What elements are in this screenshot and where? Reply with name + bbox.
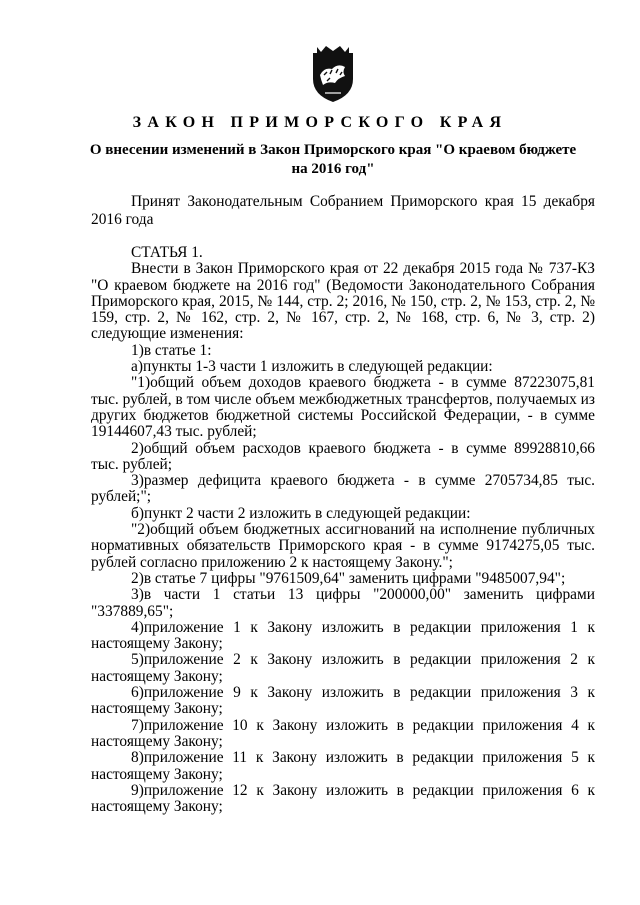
article-heading: СТАТЬЯ 1. — [131, 244, 203, 261]
article-paragraph: 9)приложение 12 к Закону изложить в редакции приложения 6 к настоящему Закону; — [91, 781, 595, 816]
article-paragraph: 3)размер дефицита краевого бюджета - в сумме 2705734,85 тыс. рублей;"; — [91, 472, 595, 506]
article-paragraph: "2)общий объем бюджетных ассигнований на исполнение публичных нормативных обязательств Приморского края - в сумме 9174275,05 тыс. рублей согласно приложению 2 к настоящему Закону."; — [91, 521, 595, 571]
article-paragraph: Внести в Закон Приморского края от 22 декабря 2015 года № 737-КЗ "О краевом бюджете на 2016 год" (Ведомости Законодательного Собрания Приморского края, 2015, № 144, стр. 2; 2016, № 150, стр. 2, № 153, стр. 2, № 159, стр. 2, № 162, стр. 2, № 167, стр. 2, № 168, стр. 6, № 3, стр. 2) следующие изменения: — [91, 260, 595, 343]
article-paragraph: 7)приложение 10 к Закону изложить в редакции приложения 4 к настоящему Закону; — [91, 716, 595, 750]
article-paragraph: 1)в статье 1: — [131, 341, 212, 359]
article-paragraph: 4)приложение 1 к Закону изложить в редакции приложения 1 к настоящему Закону; — [91, 618, 595, 653]
article-paragraph: 2)общий объем расходов краевого бюджета - в сумме 89928810,66 тыс. рублей; — [91, 439, 595, 473]
article-paragraph: 3)в части 1 статьи 13 цифры "200000,00" заменить цифрами "337889,65"; — [91, 586, 595, 620]
article-paragraph: 2)в статье 7 цифры "9761509,64" заменить цифрами "9485007,94"; — [131, 569, 566, 587]
article-paragraph: 5)приложение 2 к Закону изложить в редакции приложения 2 к настоящему Закону; — [91, 651, 595, 685]
article-body — [91, 245, 595, 815]
article-paragraph: 6)приложение 9 к Закону изложить в редакции приложения 3 к настоящему Закону; — [91, 684, 595, 718]
subtitle-line-1: О внесении изменений в Закон Приморского края "О краевом бюджете — [89, 142, 577, 158]
coat-of-arms-emblem-icon — [311, 45, 355, 103]
law-subtitle — [85, 141, 581, 179]
article-paragraph: 8)приложение 11 к Закону изложить в редакции приложения 5 к настоящему Закону; — [91, 749, 595, 783]
law-title: ЗАКОН ПРИМОРСКОГО КРАЯ — [132, 114, 508, 131]
article-paragraph: "1)общий объем доходов краевого бюджета - в сумме 87223075,81 тыс. рублей, в том числе объем межбюджетных трансфертов, получаемых из других бюджетов бюджетной системы Российской Федерации, - в сумме 19144607,43 тыс. рублей; — [91, 374, 595, 441]
article-paragraph: а)пункты 1-3 части 1 изложить в следующей редакции: — [131, 358, 493, 376]
subtitle-line-2: на 2016 год" — [291, 161, 375, 177]
adoption-statement: Принят Законодательным Собранием Приморского края 15 декабря 2016 года — [91, 193, 595, 228]
article-paragraph: б)пункт 2 части 2 изложить в следующей редакции: — [131, 504, 471, 522]
